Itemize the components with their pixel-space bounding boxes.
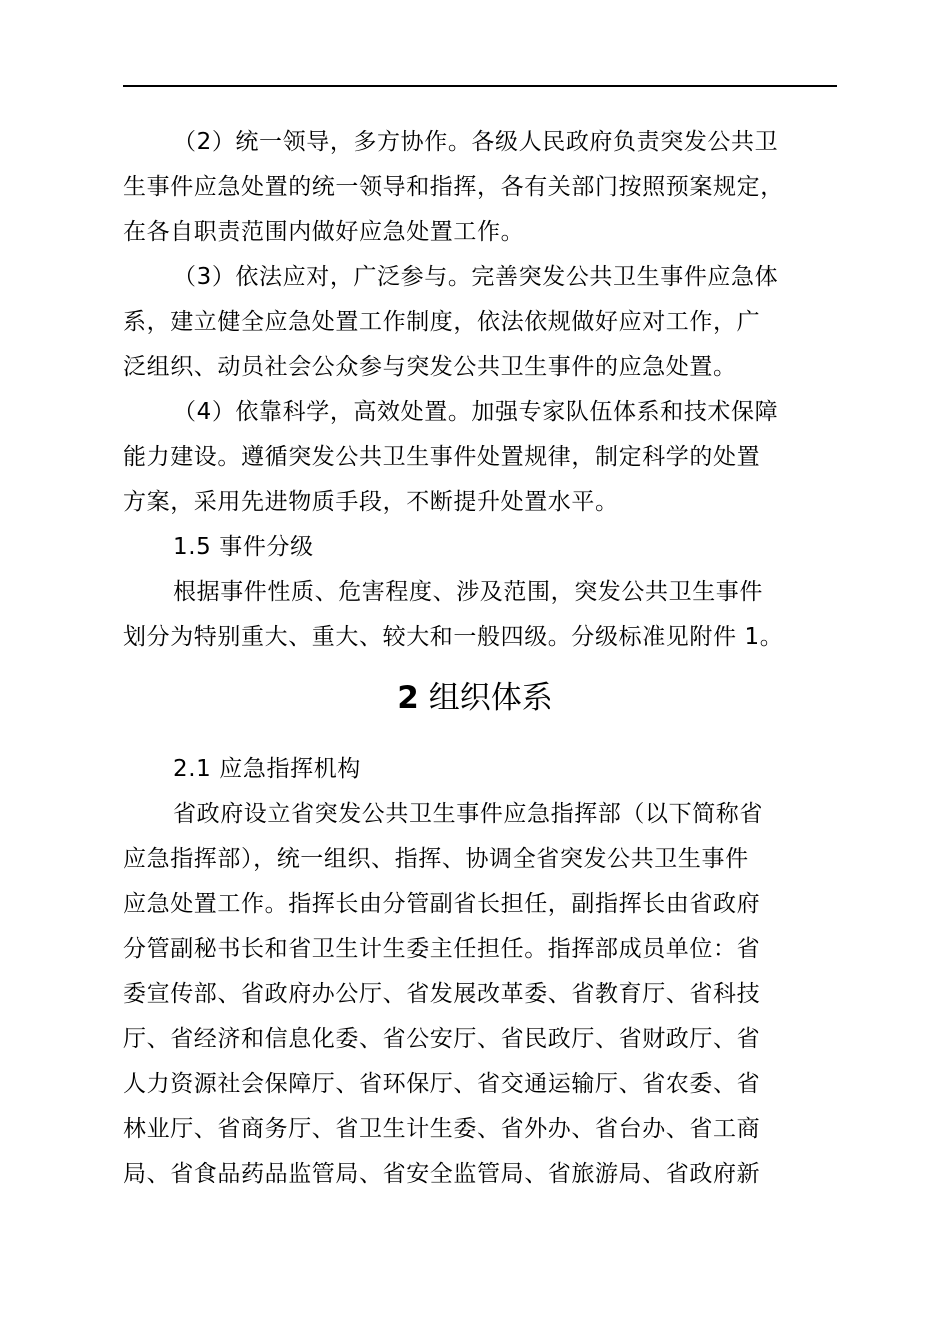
paragraph-line: 林业厅、省商务厅、省卫生计生委、省外办、省台办、省工商: [123, 1116, 761, 1142]
subsection-heading: 2.1 应急指挥机构: [173, 756, 361, 782]
header-rule: [123, 85, 837, 87]
paragraph-line: 生事件应急处置的统一领导和指挥，各有关部门按照预案规定，: [123, 174, 784, 200]
paragraph-line: 根据事件性质、危害程度、涉及范围，突发公共卫生事件: [173, 579, 763, 605]
paragraph-line: 泛组织、动员社会公众参与突发公共卫生事件的应急处置。: [123, 354, 737, 380]
paragraph-line: 应急处置工作。指挥长由分管副省长担任，副指挥长由省政府: [123, 891, 761, 917]
paragraph-line: （3）依法应对，广泛参与。完善突发公共卫生事件应急体: [173, 264, 779, 290]
paragraph-line: （2）统一领导，多方协作。各级人民政府负责突发公共卫: [173, 129, 779, 155]
paragraph-line: 省政府设立省突发公共卫生事件应急指挥部（以下简称省: [173, 801, 763, 827]
paragraph-line: 厅、省经济和信息化委、省公安厅、省民政厅、省财政厅、省: [123, 1026, 761, 1052]
paragraph-line: 能力建设。遵循突发公共卫生事件处置规律，制定科学的处置: [123, 444, 761, 470]
subsection-heading: 1.5 事件分级: [173, 534, 314, 560]
paragraph-line: 分管副秘书长和省卫生计生委主任担任。指挥部成员单位：省: [123, 936, 761, 962]
paragraph-line: 局、省食品药品监管局、省安全监管局、省旅游局、省政府新: [123, 1161, 761, 1187]
paragraph-line: 应急指挥部），统一组织、指挥、协调全省突发公共卫生事件: [123, 846, 749, 872]
paragraph-line: 在各自职责范围内做好应急处置工作。: [123, 219, 525, 245]
paragraph-line: 委宣传部、省政府办公厅、省发展改革委、省教育厅、省科技: [123, 981, 761, 1007]
paragraph-line: 系，建立健全应急处置工作制度，依法依规做好应对工作，广: [123, 309, 761, 335]
paragraph-line: 方案，采用先进物质手段，不断提升处置水平。: [123, 489, 619, 515]
section-heading: [0, 678, 950, 718]
section-title: 组织体系: [428, 680, 553, 716]
paragraph-line: （4）依靠科学，高效处置。加强专家队伍体系和技术保障: [173, 399, 779, 425]
paragraph-line: 划分为特别重大、重大、较大和一般四级。分级标准见附件 1。: [123, 624, 784, 650]
paragraph-line: 人力资源社会保障厅、省环保厅、省交通运输厅、省农委、省: [123, 1071, 761, 1097]
section-number: 2: [397, 680, 419, 716]
